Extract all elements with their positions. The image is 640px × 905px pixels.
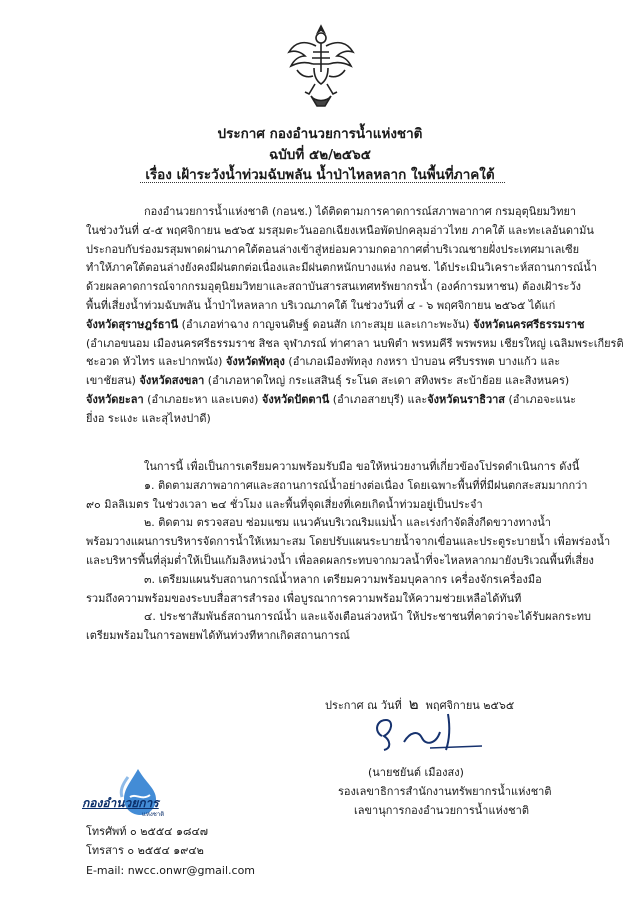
list-item: ๒. ติดตาม ตรวจสอบ ซ่อมแซม แนวคันบริเวณริมแม่น้ำ และเร่งกำจัดสิ่งกีดขวางทางน้ำ [144,516,551,530]
province-name: จังหวัดสุราษฎร์ธานี [86,317,179,331]
signer-role: เลขานุการกองอำนวยการน้ำแห่งชาติ [354,804,529,817]
paragraph-line: พื้นที่เสี่ยงน้ำท่วมฉับพลัน น้ำป่าไหลหลาก บริเวณภาคใต้ ในช่วงวันที่ ๔ - ๖ พฤศจิกายน ๒๕๖๕ ได้แก่ [86,298,556,312]
contact-fax: โทรสาร ๐ ๒๕๕๔ ๑๙๔๒ [86,844,204,857]
province-name: จังหวัดปัตตานี [261,392,330,406]
list-item-cont: ๙๐ มิลลิเมตร ในช่วงเวลา ๒๔ ชั่วโมง และพื้นที่จุดเสี่ยงที่เคยเกิดน้ำท่วมอยู่เป็นประจำ [86,497,483,511]
province-name: จังหวัดยะลา [86,392,144,406]
nwcc-logo [80,767,170,817]
province-line: ชะอวด หัวไทร และปากพนัง) จังหวัดพัทลุง (อำเภอเมืองพัทลุง กงหรา ป่าบอน ศรีบรรพต บางแก้ว และ [86,355,561,369]
paragraph-line: กองอำนวยการน้ำแห่งชาติ (กอนช.) ได้ติดตามการคาดการณ์สภาพอากาศ กรมอุตุนิยมวิทยา [144,205,577,218]
contact-phone: โทรศัพท์ ๐ ๒๕๕๔ ๑๘๔๗ [86,825,209,838]
paragraph-line: ทำให้ภาคใต้ตอนล่างยังคงมีฝนตกต่อเนื่องและมีฝนตกหนักบางแห่ง กอนช. ได้ประเมินวิเคราะห์สถานการณ์น้ำ [86,261,597,275]
province-line: (อำเภอขนอม เมืองนครศรีธรรมราช สิชล จุฬาภรณ์ ท่าศาลา นบพิตำ พรหมคีรี พรพรหม เชียรใหญ่ เฉลิมพระเกียรติ [86,336,624,350]
list-item-cont: พร้อมวางแผนการบริหารจัดการน้ำให้เหมาะสม โดยปรับแผนระบายน้ำจากเขื่อนและประตูระบายน้ำ เพื่อพร่องน้ำ [86,535,611,549]
province-line: จังหวัดยะลา (อำเภอยะหา และเบตง) จังหวัดปัตตานี (อำเภอสายบุรี) และจังหวัดนราธิวาส (อำเภอจะแนะ [86,392,577,406]
announcement-subject: เรื่อง เฝ้าระวังน้ำท่วมฉับพลัน น้ำป่าไหลหลาก ในพื้นที่ภาคใต้ [145,167,495,183]
paragraph-line: ประกอบกับร่องมรสุมพาดผ่านภาคใต้ตอนล่างเข้าสู่หย่อมความกดอากาศต่ำบริเวณชายฝั่งประเทศมาเลเซีย [86,242,580,256]
province-name: จังหวัดนราธิวาส [427,392,506,406]
province-line: จังหวัดสุราษฎร์ธานี (อำเภอท่าฉาง กาญจนดิษฐ์ ดอนสัก เกาะสมุย และเกาะพะงัน) จังหวัดนครศรีธรรมราช [86,317,585,331]
list-item: ๑. ติดตามสภาพอากาศและสถานการณ์น้ำอย่างต่อเนื่อง โดยเฉพาะพื้นที่ที่มีฝนตกสะสมมากกว่า [144,478,588,492]
logo-subtext: แห่งชาติ [142,811,165,818]
province-line: ยี่งอ ระแงะ และสุไหงปาดี) [86,411,211,425]
logo-text: กองอำนวยการ [82,796,159,810]
contact-email[interactable]: E-mail: nwcc.onwr@gmail.com [86,864,256,877]
paragraph-line: ในช่วงวันที่ ๔-๕ พฤศจิกายน ๒๕๖๕ มรสุมตะวันออกเฉียงเหนือพัดปกคลุมอ่าวไทย ภาคใต้ และทะเลอันดามัน [86,223,594,237]
list-item: ๓. เตรียมแผนรับสถานการณ์น้ำหลาก เตรียมความพร้อมบุคลากร เครื่องจักรเครื่องมือ [144,572,542,586]
signer-name: (นายชยันต์ เมืองสง) [368,766,464,779]
list-item-cont: เตรียมพร้อมในการอพยพได้ทันท่วงทีหากเกิดสถานการณ์ [86,629,350,643]
garuda-emblem-icon [285,22,357,108]
main-paragraph [86,203,624,429]
action-list [86,458,611,646]
handwritten-signature [370,706,490,756]
paragraph-line: ด้วยผลคาดการณ์จากกรมอุตุนิยมวิทยาและสถาบันสารสนเทศทรัพยากรน้ำ (องค์การมหาชน) ต้องเฝ้าระวัง [86,280,581,294]
list-item: ๔. ประชาสัมพันธ์สถานการณ์น้ำ และแจ้งเตือนล่วงหน้า ให้ประชาชนที่คาดว่าจะได้รับผลกระทบ [144,610,591,624]
province-name: จังหวัดนครศรีธรรมราช [473,317,585,331]
province-name: จังหวัดพัทลุง [225,355,285,369]
dotted-divider [140,182,505,183]
list-item-cont: และบริหารพื้นที่ลุ่มต่ำให้เป็นแก้มลิงหน่วงน้ำ เพื่อลดผลกระทบจากมวลน้ำที่จะไหลหลากมายังบริเวณพื้นที่เสี่ยง [86,553,594,567]
announcement-title: ประกาศ กองอำนวยการน้ำแห่งชาติ [217,126,423,142]
announcement-number: ฉบับที่ ๕๒/๒๕๖๕ [269,147,371,163]
signer-position: รองเลขาธิการสำนักงานทรัพยากรน้ำแห่งชาติ [338,785,552,798]
province-name: จังหวัดสงขลา [139,374,205,388]
list-item-cont: รวมถึงความพร้อมของระบบสื่อสารสำรอง เพื่อบูรณาการความพร้อมให้ความช่วยเหลือได้ทันที [86,591,522,605]
province-line: เขาชัยสน) จังหวัดสงขลา (อำเภอหาดใหญ่ กระแสสินธุ์ ระโนด สะเดา สทิงพระ สะบ้าย้อย และสิงหนคร) [86,374,570,388]
intro-line: ในการนี้ เพื่อเป็นการเตรียมความพร้อมรับมือ ขอให้หน่วยงานที่เกี่ยวข้องโปรดดำเนินการ ดังนี้ [144,460,580,473]
announcement-date: ประกาศ ณ วันที่ ๒ พฤศจิกายน ๒๕๖๕ [325,695,515,713]
